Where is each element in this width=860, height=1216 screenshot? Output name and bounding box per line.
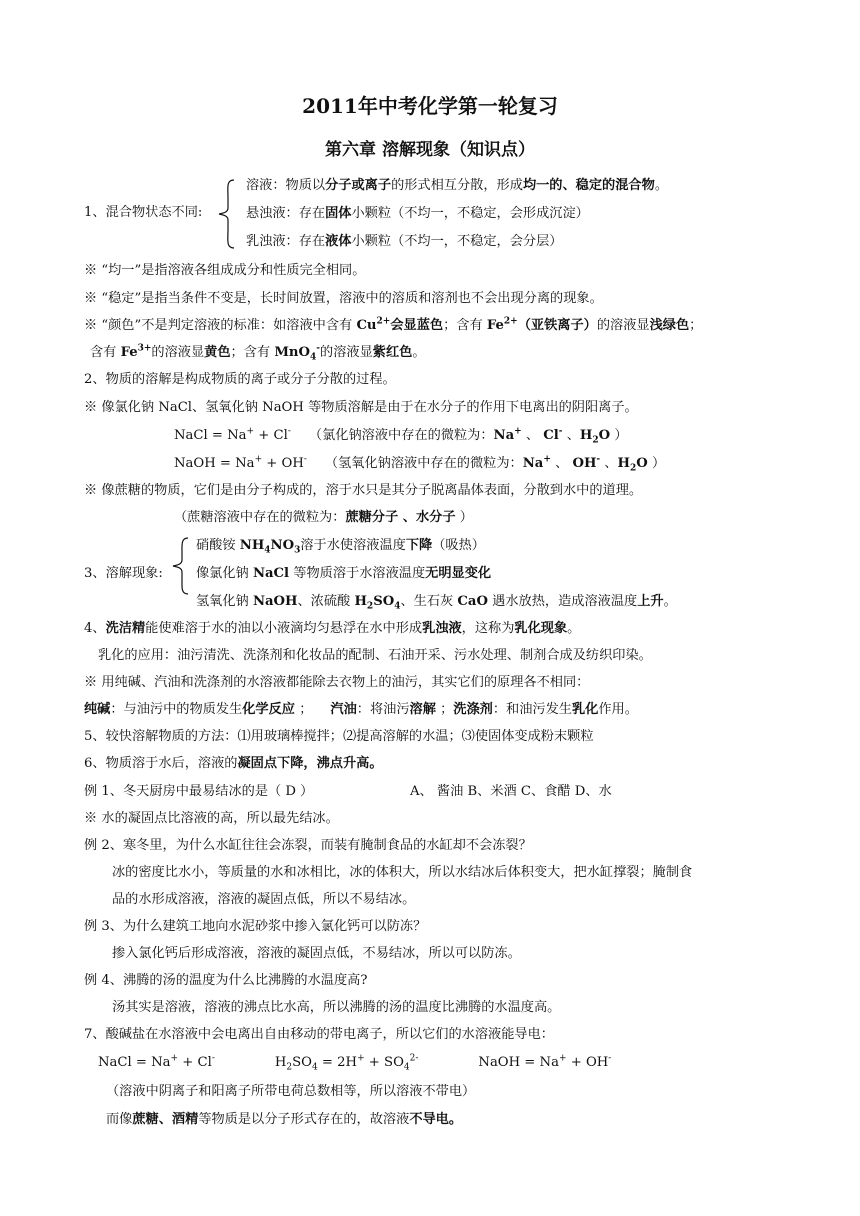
example-1-note: ※ 水的凝固点比溶液的高，所以最先结冰。 — [84, 811, 339, 826]
equation-nacl: NaCl = Na+ + Cl- （氯化钠溶液中存在的微粒为：Na+ 、 Cl- 、$H_2O$ ） — [174, 426, 628, 446]
non-conductive-note: 而像蔗糖、酒精等物质是以分子形式存在的，故溶液不导电。 — [106, 1112, 463, 1127]
brace-icon — [216, 178, 240, 250]
section-2: 2、物质的溶解是构成物质的离子或分子分散的过程。 — [84, 372, 396, 387]
emulsion-definition: 乳浊液：存在液体小颗粒（不均一，不稳定，会分层） — [246, 234, 563, 249]
brace-icon — [170, 536, 194, 596]
example-3-answer: 掺入氯化钙后形成溶液，溶液的凝固点低，不易结冰，所以可以防冻。 — [112, 946, 521, 961]
suspension-definition: 悬浊液：存在固体小颗粒（不均一，不稳定，会形成沉淀） — [246, 206, 589, 221]
note-oil-removal: ※ 用纯碱、汽油和洗涤剂的水溶液都能除去衣物上的油污，其实它们的原理各不相同： — [84, 675, 590, 690]
note-uniform: ※ “均一”是指溶液各组成成分和性质完全相同。 — [84, 263, 366, 278]
example-2-answer-2: 品的水形成溶液，溶液的凝固点低，所以不易结冰。 — [112, 892, 416, 907]
section-4: 4、洗洁精能使难溶于水的油以小液滴均匀悬浮在水中形成乳浊液，这称为乳化现象。 — [84, 621, 581, 636]
example-4-question: 例 4、沸腾的汤的温度为什么比沸腾的水温度高? — [84, 973, 368, 988]
note-color: ※ “颜色”不是判定溶液的标准：如溶液中含有 $Cu^{2+}$会显蓝色；含有 $Fe^{2+}$（亚铁离子）的溶液显浅绿色； — [84, 316, 703, 333]
ionization-equations: NaCl = Na+ + Cl- $H_2SO_4 = 2H^+ + SO_4^{2-}$ NaOH = Na+ + OH- — [98, 1053, 612, 1073]
section-1-label: 1、混合物状态不同: — [84, 205, 203, 220]
charge-balance-note: （溶液中阴离子和阳离子所带电荷总数相等，所以溶液不带电） — [106, 1084, 476, 1099]
solution-definition: 溶液：物质以分子或离子的形式相互分散，形成均一的、稳定的混合物。 — [246, 178, 668, 193]
note-stable: ※ “稳定”是指当条件不变是，长时间放置，溶液中的溶质和溶剂也不会出现分离的现象。 — [84, 291, 603, 306]
ammonium-nitrate-line: 硝酸铵 $NH_4NO_3$溶于水使溶液温度下降（吸热） — [196, 538, 485, 556]
page-title: 2011年中考化学第一轮复习 — [302, 94, 558, 118]
example-2-question: 例 2、寒冬里，为什么水缸往往会冻裂，而装有腌制食品的水缸却不会冻裂？ — [84, 838, 532, 853]
section-7: 7、酸碱盐在水溶液中会电离出自由移动的带电离子，所以它们的水溶液能导电： — [84, 1027, 554, 1042]
equation-naoh: NaOH = Na+ + OH- （氢氧化钠溶液中存在的微粒为：Na+ 、 OH- 、$H_2O$ ） — [174, 454, 666, 474]
sodium-chloride-line: 像氯化钠 NaCl 等物质溶于水溶液温度无明显变化 — [196, 566, 492, 581]
note-color-cont: 含有 $Fe^{3+}$的溶液显黄色；含有 MnO$_4$-的溶液显紫红色。 — [90, 343, 426, 363]
section-6: 6、物质溶于水后，溶液的凝固点下降，沸点升高。 — [84, 756, 383, 771]
emulsion-applications: 乳化的应用：油污清洗、洗涤剂和化妆品的配制、石油开采、污水处理、制剂合成及纺织印染。 — [98, 648, 652, 663]
section-5: 5、较快溶解物质的方法：⑴用玻璃棒搅拌；⑵提高溶解的水温；⑶使固体变成粉末颗粒 — [84, 729, 594, 744]
example-4-answer: 汤其实是溶液，溶液的沸点比水高，所以沸腾的汤的温度比沸腾的水温度高。 — [112, 1000, 561, 1015]
example-2-answer-1: 冰的密度比水小，等质量的水和冰相比，冰的体积大，所以水结冰后体积变大，把水缸撑裂；腌制食 — [112, 865, 693, 880]
note-ionic: ※ 像氯化钠 NaCl、氢氧化钠 NaOH 等物质溶解是由于在水分子的作用下电离出的阴阳离子。 — [84, 400, 638, 415]
example-1-options: A、 酱油 B、米酒 C、食醋 D、水 — [410, 784, 612, 799]
sodium-hydroxide-line: 氢氧化钠 NaOH、浓硫酸 $H_2SO_4$、生石灰 CaO 遇水放热，造成溶液温度上升。 — [196, 594, 677, 612]
sucrose-particles: （蔗糖溶液中存在的微粒为：蔗糖分子 、水分子 ） — [174, 510, 473, 525]
example-3-question: 例 3、为什么建筑工地向水泥砂浆中掺入氯化钙可以防冻？ — [84, 919, 427, 934]
section-3-label: 3、溶解现象: — [84, 566, 163, 581]
oil-removal-principles: 纯碱：与油污中的物质发生化学反应 ； 汽油：将油污溶解 ；洗涤剂：和油污发生乳化作用。 — [84, 702, 638, 717]
example-1-question: 例 1、冬天厨房中最易结冰的是（ D ） — [84, 784, 314, 799]
chapter-title: 第六章 溶解现象（知识点） — [325, 140, 535, 160]
note-sucrose: ※ 像蔗糖的物质，它们是由分子构成的，溶于水只是其分子脱离晶体表面，分散到水中的道理。 — [84, 483, 643, 498]
